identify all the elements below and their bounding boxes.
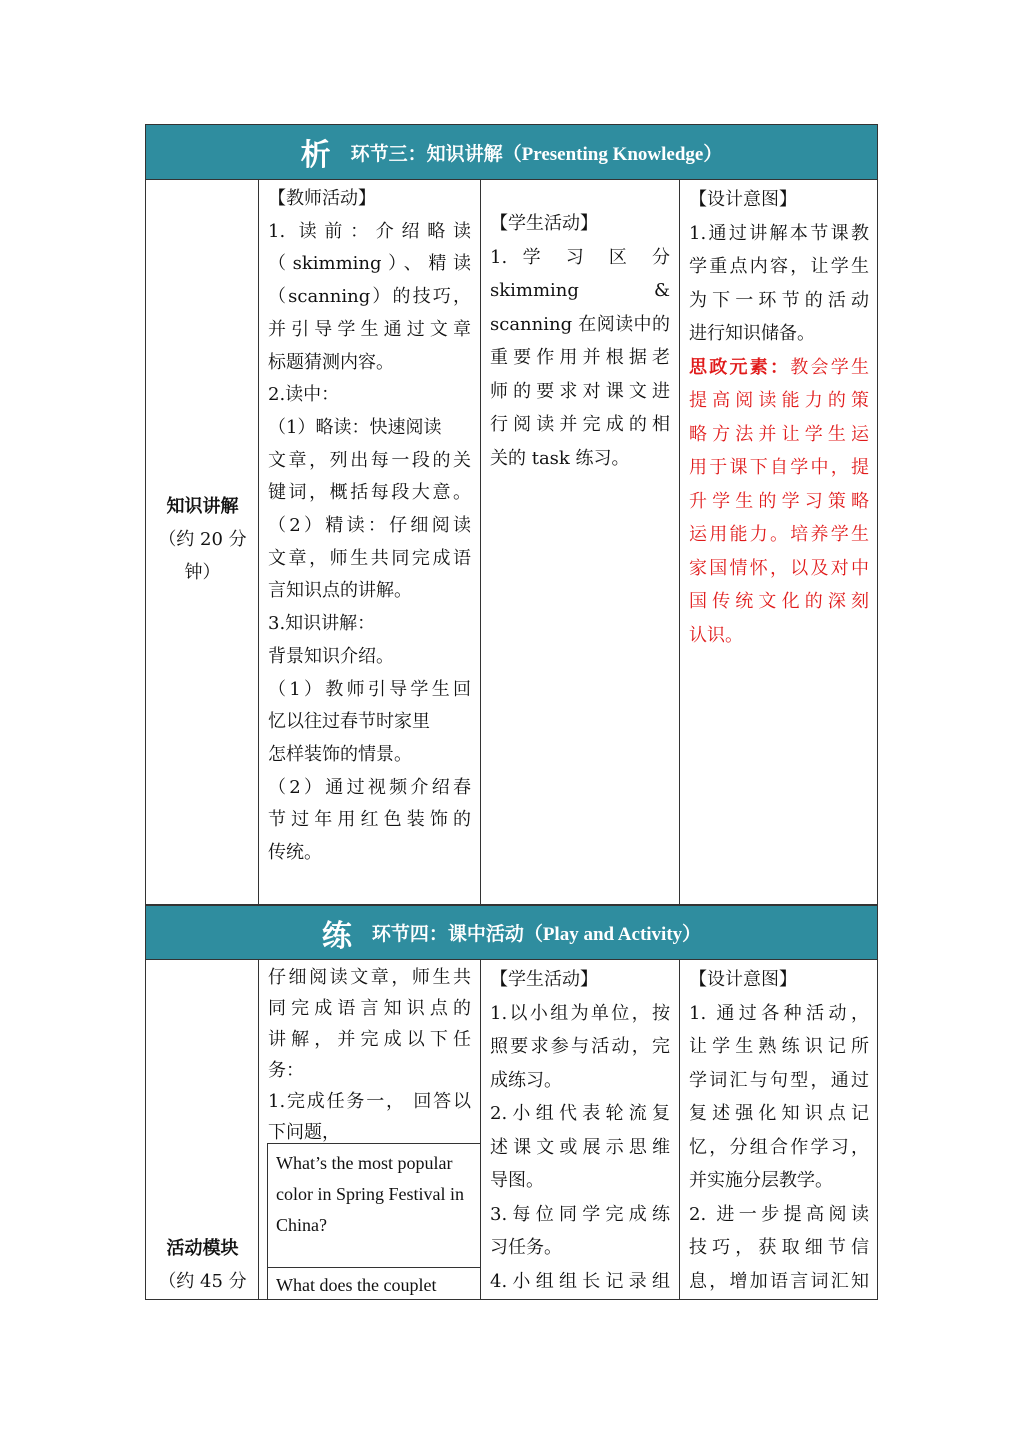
text-line: 为下一环节的活动 <box>689 289 869 311</box>
section-header-practice <box>145 905 878 960</box>
text-line: scanning 在阅读中的 <box>490 313 670 335</box>
text-line: 用于课下自学中，提 <box>689 457 869 478</box>
section-title: 环节四：课中活动（Play and Activity） <box>371 923 702 945</box>
text-line: 运用能力。培养学生 <box>689 524 869 545</box>
text-line: 照要求参与活动，完 <box>490 1036 670 1057</box>
stage-label: 知识讲解 （约 20 分 钟） <box>158 496 247 583</box>
text-line: 技巧，获取细节信 <box>689 1237 869 1258</box>
ideological-element <box>689 351 869 653</box>
teacher-activity-text <box>259 960 480 1148</box>
text-line: 【学生活动】 <box>490 969 598 990</box>
section-header-analysis <box>145 124 878 180</box>
text-line: 提高阅读能力的策 <box>689 390 869 411</box>
text-line: （2）精读：仔细阅读 <box>268 515 471 537</box>
section-row-knowledge <box>145 180 878 905</box>
text-line: 进行知识储备。 <box>689 323 815 344</box>
text-line: 3.知识讲解： <box>268 613 376 635</box>
stage-label-cell <box>146 960 259 1299</box>
text-line: 2.小组代表轮流复 <box>490 1103 670 1124</box>
design-intent-cell <box>680 960 878 1299</box>
teacher-activity-cell <box>259 180 481 904</box>
text-line: 2.读中： <box>268 384 340 406</box>
text-line: 述课文或展示思维 <box>490 1136 670 1158</box>
text-line: 1.通过讲解本节课教 <box>689 222 869 244</box>
text-line: 键词，概括每段大意。 <box>268 482 471 504</box>
student-activity-cell <box>481 960 680 1299</box>
text-line: （2）通过视频介绍春 <box>268 776 471 798</box>
text-line: 导图。 <box>490 1170 544 1191</box>
text-line: 成练习。 <box>490 1069 562 1091</box>
text-line: 背景知识介绍。 <box>268 645 394 667</box>
text-line: 仔细阅读文章，师生共 <box>268 967 471 988</box>
text-line: 讲解，并完成以下任 <box>268 1029 471 1050</box>
text-line: 1.完成任务一， 回答以 <box>268 1091 471 1112</box>
text-line: 言知识点的讲解。 <box>268 580 412 602</box>
teacher-activity-text <box>259 180 480 870</box>
text-line: 怎样装饰的情景。 <box>268 743 412 765</box>
text-line: 传统。 <box>268 842 322 864</box>
design-intent-cell <box>680 180 878 904</box>
section-char: 析 <box>300 138 331 173</box>
student-activity-text <box>481 960 679 1298</box>
text-line: 习任务。 <box>490 1237 562 1258</box>
stage-label: 活动模块 （约 45 分 <box>158 1238 247 1292</box>
text-line: 2. 进一步提高阅读 <box>689 1203 869 1225</box>
text-line: 略方法并让学生运 <box>689 423 869 445</box>
text-line: 下问题， <box>268 1122 340 1143</box>
ideological-label: 思政元素： <box>689 356 791 378</box>
text-line: 【教师活动】 <box>268 188 376 209</box>
text-line: 1. 通过各种活动， <box>689 1002 869 1024</box>
text-line: 务： <box>268 1060 304 1081</box>
stage-label-cell <box>146 180 259 904</box>
text-line: 1. 学 习 区 分 <box>490 246 670 268</box>
text-line: 【设计意图】 <box>689 189 797 210</box>
text-line: （1）略读：快速阅读 <box>268 416 442 438</box>
section-row-activity <box>145 960 878 1300</box>
student-activity-text <box>481 180 679 475</box>
text-line: 家国情怀，以及对中 <box>689 557 869 579</box>
text-line: 升学生的学习策略 <box>689 490 869 512</box>
text-line: 思政元素：教会学生 <box>689 356 869 378</box>
text-line: 【设计意图】 <box>689 969 797 990</box>
text-line: 国传统文化的深刻 <box>689 591 869 612</box>
design-intent-text <box>680 960 878 1298</box>
text-line: 息，增加语言词汇知 <box>689 1270 869 1292</box>
text-line: 标题猜测内容。 <box>268 351 394 373</box>
text-line: 师的要求对课文进 <box>490 380 670 402</box>
student-activity-cell <box>481 180 680 904</box>
text-line: 文章，列出每一段的关 <box>268 449 471 471</box>
question-box-2: What does the couplet <box>267 1267 480 1300</box>
text-line: 节过年用红色装饰的 <box>268 809 471 831</box>
text-line: 并引导学生通过文章 <box>268 318 471 340</box>
text-line: 学词汇与句型，通过 <box>689 1069 869 1091</box>
text-line: 认识。 <box>689 624 743 646</box>
text-line: （scanning）的技巧， <box>268 286 471 308</box>
text-line: 1.以小组为单位，按 <box>490 1002 670 1024</box>
text-line: （1）教师引导学生回 <box>268 678 471 700</box>
lesson-plan-table <box>145 124 878 1300</box>
text-line: 同完成语言知识点的 <box>268 998 471 1019</box>
text-line: skimming & <box>490 280 670 301</box>
text-line: 并实施分层教学。 <box>689 1170 833 1191</box>
text-line: 1. 读前：介绍略读 <box>268 220 471 242</box>
text-line: 关的 task 练习。 <box>490 447 630 469</box>
text-line: 4.小组组长记录组 <box>490 1270 670 1292</box>
section-char: 练 <box>321 918 352 954</box>
question-box-1: What’s the most popular color in Spring Festival in China? <box>267 1143 480 1267</box>
text-line: 复述强化知识点记 <box>689 1103 869 1124</box>
section-title: 环节三：知识讲解（Presenting Knowledge） <box>350 142 723 165</box>
design-intent-text <box>680 180 878 652</box>
text-line: （skimming）、精读 <box>268 253 471 275</box>
text-line: 让学生熟练识记所 <box>689 1036 869 1057</box>
text-line: 文章，师生共同完成语 <box>268 547 471 569</box>
text-line: 忆，分组合作学习， <box>689 1136 869 1158</box>
text-line: 行阅读并完成的相 <box>490 414 670 435</box>
text-line: 3.每位同学完成练 <box>490 1203 670 1225</box>
text-line: 忆以往过春节时家里 <box>268 711 430 733</box>
text-line: 重要作用并根据老 <box>490 347 670 368</box>
text-line: 【学生活动】 <box>490 213 598 234</box>
text-line: 学重点内容，让学生 <box>689 256 869 277</box>
